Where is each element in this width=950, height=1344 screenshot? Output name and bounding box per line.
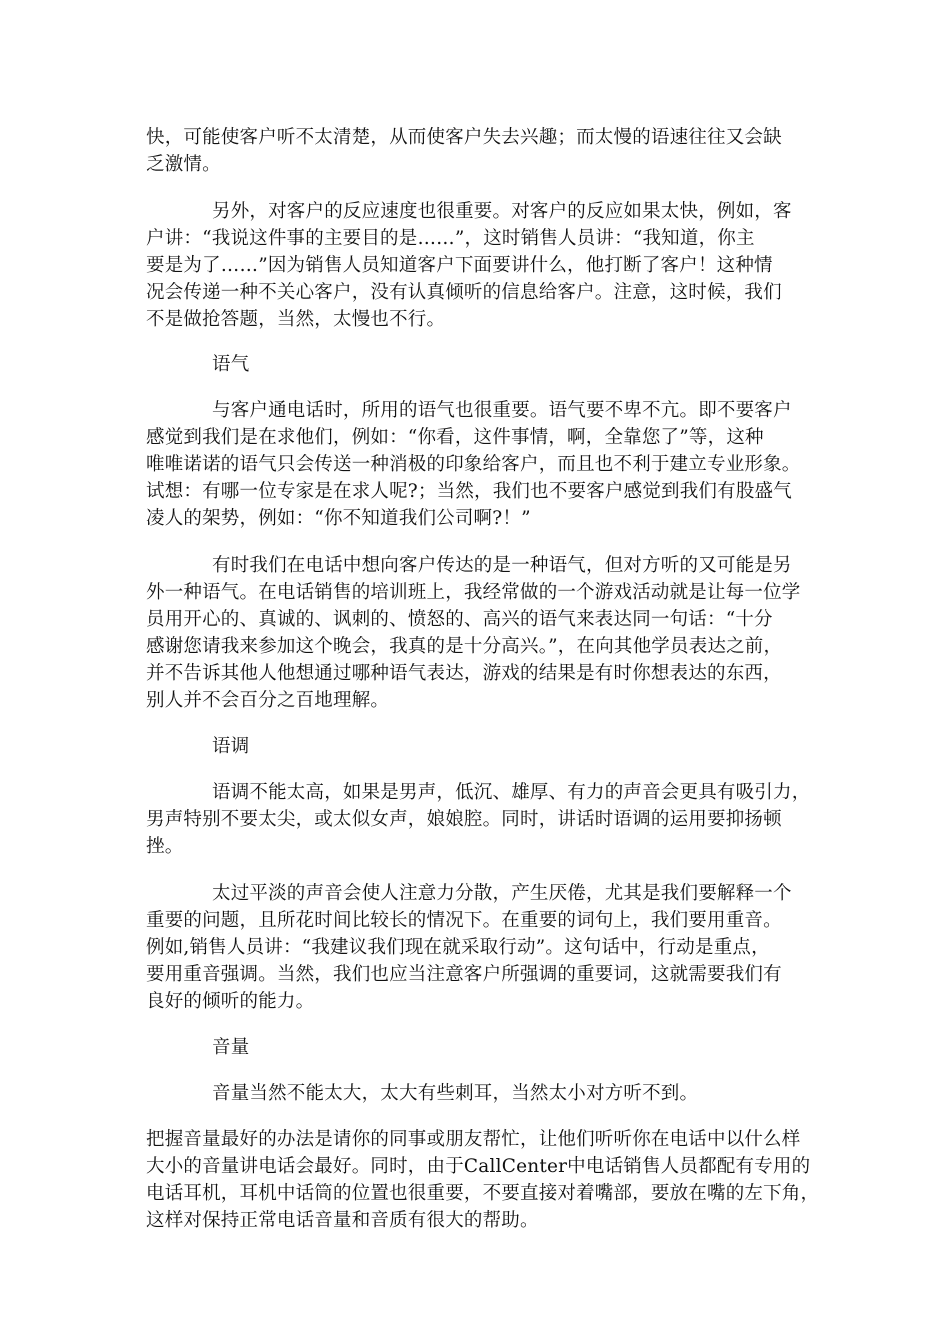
text-line: 户讲：“我说这件事的主要目的是……”，这时销售人员讲：“我知道，你主 [146,228,755,249]
section-heading: 音量 [212,1037,250,1058]
text-line: 并不告诉其他人他想通过哪种语气表达，游戏的结果是有时你想表达的东西， [146,663,782,684]
text-line: 不是做抢答题，当然，太慢也不行。 [146,309,446,330]
text-line: 感谢您请我来参加这个晚会，我真的是十分高兴。”，在向其他学员表达之前， [146,636,783,657]
paragraph-first-line: 语调不能太高，如果是男声，低沉、雄厚、有力的声音会更具有吸引力， [212,782,811,803]
text-line: 要是为了……”因为销售人员知道客户下面要讲什么，他打断了客户！这种情 [146,255,773,276]
text-line: 感觉到我们是在求他们，例如：“你看，这件事情，啊，全靠您了”等，这种 [146,427,764,448]
text-line: 例如,销售人员讲：“我建议我们现在就采取行动”。这句话中，行动是重点， [146,937,770,958]
text-line: 试想：有哪一位专家是在求人呢?；当然，我们也不要客户感觉到我们有股盛气 [146,481,792,502]
text-line: 外一种语气。在电话销售的培训班上，我经常做的一个游戏活动就是让每一位学 [146,582,801,603]
section-heading: 语气 [212,354,250,375]
text-line: 良好的倾听的能力。 [146,991,315,1012]
text-line: 要用重音强调。当然，我们也应当注意客户所强调的重要词，这就需要我们有 [146,964,782,985]
text-line: 快，可能使客户听不太清楚，从而使客户失去兴趣；而太慢的语速往往又会缺 [146,127,782,148]
text-line: 员用开心的、真诚的、讽刺的、愤怒的、高兴的语气来表达同一句话：“十分 [146,609,773,630]
text-line: 这样对保持正常电话音量和音质有很大的帮助。 [146,1210,539,1231]
text-line: 重要的问题，且所花时间比较长的情况下。在重要的词句上，我们要用重音。 [146,910,782,931]
paragraph-first-line: 有时我们在电话中想向客户传达的是一种语气，但对方听的又可能是另 [212,555,792,576]
text-line: 别人并不会百分之百地理解。 [146,690,390,711]
paragraph-first-line: 音量当然不能太大，太大有些刺耳，当然太小对方听不到。 [212,1083,699,1104]
text-line: 男声特别不要太尖，或太似女声，娘娘腔。同时，讲话时语调的运用要抑扬顿 [146,809,782,830]
text-line: 挫。 [146,836,184,857]
text-line: 大小的音量讲电话会最好。同时，由于CallCenter中电话销售人员都配有专用的 [146,1156,811,1177]
text-line: 把握音量最好的办法是请你的同事或朋友帮忙，让他们听听你在电话中以什么样 [146,1129,801,1150]
section-heading: 语调 [212,736,250,757]
paragraph-first-line: 太过平淡的声音会使人注意力分散，产生厌倦，尤其是我们要解释一个 [212,883,792,904]
text-line: 唯唯诺诺的语气只会传送一种消极的印象给客户，而且也不利于建立专业形象。 [146,454,801,475]
paragraph-first-line: 另外，对客户的反应速度也很重要。对客户的反应如果太快，例如，客 [212,201,792,222]
text-line: 况会传递一种不关心客户，没有认真倾听的信息给客户。注意，这时候，我们 [146,282,782,303]
text-line: 电话耳机，耳机中话筒的位置也很重要，不要直接对着嘴部，要放在嘴的左下角， [146,1183,820,1204]
text-line: 乏激情。 [146,154,221,175]
paragraph-first-line: 与客户通电话时，所用的语气也很重要。语气要不卑不亢。即不要客户 [212,400,792,421]
text-line: 凌人的架势，例如：“你不知道我们公司啊?！” [146,508,531,529]
